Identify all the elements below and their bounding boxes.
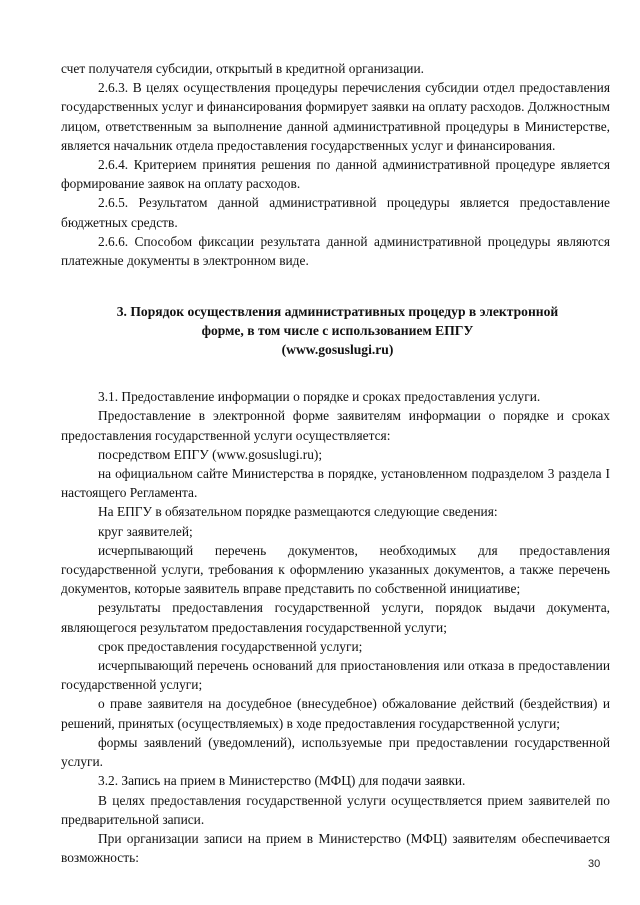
paragraph-2-6-3: 2.6.3. В целях осуществления процедуры перечисления субсидии отдел предоставления государственных услуг и финансирования формирует заявки на оплату расходов. Должностным лицом, ответственным за выполнение данной административной процедуры в Министерстве, является начальник отдела предоставления государственных услуг и финансирования. [61,80,610,153]
paragraph-2-6-6: 2.6.6. Способом фиксации результата данной административной процедуры являются платежные документы в электронном виде. [61,233,610,269]
list-item: исчерпывающий перечень документов, необходимых для предоставления государственной услуги, требования к оформлению указанных документов, а также перечень документов, которые заявитель вправе представить по собственной инициативе; [61,542,610,597]
paragraph: В целях предоставления государственной услуги осуществляется прием заявителей по предварительной записи. [61,792,610,827]
list-item: о праве заявителя на досудебное (внесудебное) обжалование действий (бездействия) и решений, принятых (осуществляемых) в ходе предоставления государственной услуги; [61,696,610,731]
list-item: круг заявителей; [98,523,193,539]
paragraph: При организации записи на прием в Министерство (МФЦ) заявителям обеспечивается возможность: [61,830,610,866]
paragraph: Предоставление в электронной форме заявителям информации о порядке и сроках предоставления государственной услуги осуществляется: [61,408,610,443]
paragraph: На ЕПГУ в обязательном порядке размещаются следующие сведения: [98,504,498,520]
paragraph-3-1: 3.1. Предоставление информации о порядке и сроках предоставления услуги. [98,389,541,405]
section-3-heading [61,302,610,359]
heading-line-2: форме, в том числе с использованием ЕПГУ [201,323,474,339]
list-item: на официальном сайте Министерства в порядке, установленном подразделом 3 раздела I настоящего Регламента. [61,466,610,501]
paragraph-2-6-5: 2.6.5. Результатом данной административной процедуры является предоставление бюджетных средств. [61,195,610,230]
document-page [61,59,610,867]
paragraph-2-6-4: 2.6.4. Критерием принятия решения по данной административной процедуре является формирование заявок на оплату расходов. [61,157,610,192]
paragraph-3-2: 3.2. Запись на прием в Министерство (МФЦ) для подачи заявки. [98,773,466,789]
heading-line-3: (www.gosuslugi.ru) [281,342,394,358]
list-item: формы заявлений (уведомлений), используемые при предоставлении государственной услуги. [61,734,610,770]
list-item: посредством ЕПГУ (www.gosuslugi.ru); [98,446,323,462]
heading-line-1: 3. Порядок осуществления административных процедур в электронной [116,304,559,320]
list-item: срок предоставления государственной услуги; [98,638,363,654]
list-item: исчерпывающий перечень оснований для приостановления или отказа в предоставлении государственной услуги; [61,658,610,693]
list-item: результаты предоставления государственной услуги, порядок выдачи документа, являющегося результатом предоставления государственной услуги; [61,600,610,635]
page-number: 30 [588,858,601,870]
paragraph-continuation: счет получателя субсидии, открытый в кредитной организации. [61,61,424,76]
